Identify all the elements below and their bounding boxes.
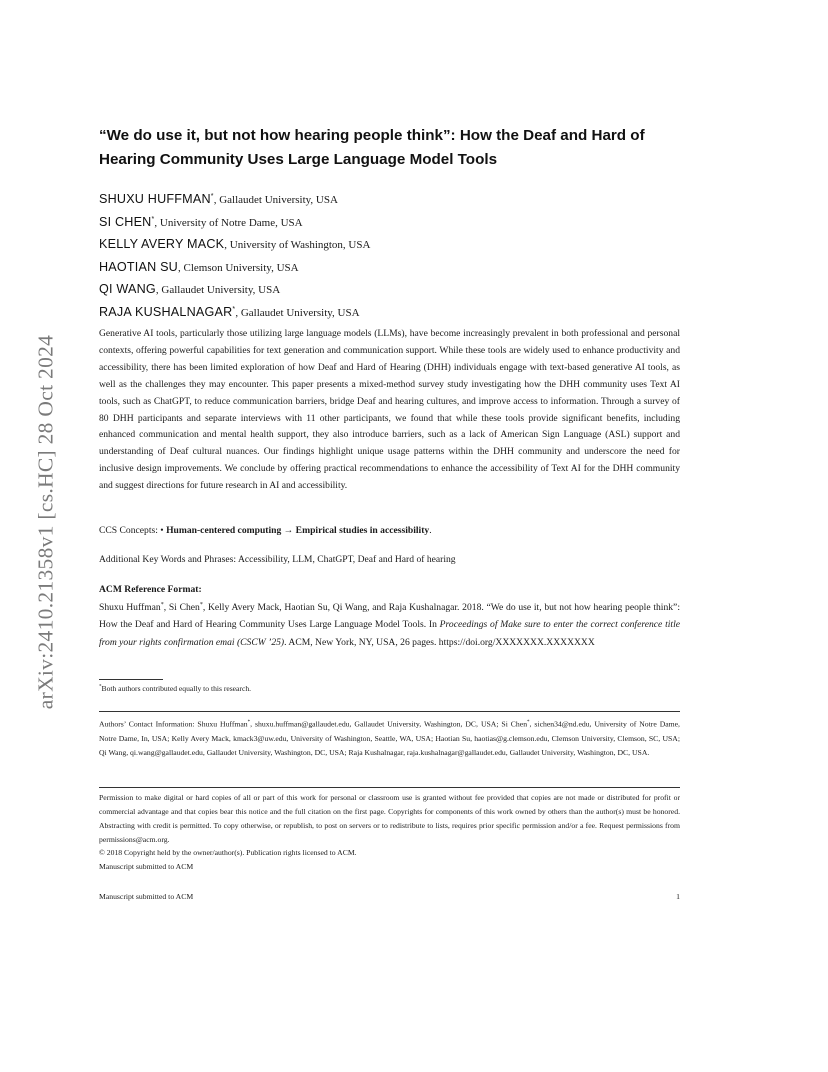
divider <box>99 711 680 712</box>
author-entry <box>99 254 680 277</box>
ccs-concepts: CCS Concepts: • Human-centered computing → Empirical studies in accessibility. <box>99 525 432 536</box>
author-affiliation: , Gallaudet University, USA <box>213 194 338 206</box>
author-name: QI WANG <box>99 282 156 296</box>
author-list <box>99 186 680 321</box>
author-entry <box>99 299 680 322</box>
abstract: Generative AI tools, particularly those utilizing large language models (LLMs), have become increasingly prevalent in both professional and personal contexts, offering powerful capabilities for text generation and communication support. While these tools are widely used to enhance productivity and accessibility, there has been limited exploration of how Deaf and Hard of Hearing (DHH) individuals engage with text-based generative AI tools, as well as the challenges they may encounter. This paper presents a mixed-method survey study investigating how the DHH community uses Text AI tools, such as ChatGPT, to reduce communication barriers, bridge Deaf and hearing cultures, and improve access to information. Through a survey of 80 DHH participants and separate interviews with 11 other participants, we found that while these tools provide significant benefits, including enhanced communication and mental health support, they also introduce barriers, such as a lack of American Sign Language (ASL) support and understanding of Deaf cultural nuances. Our findings highlight unique usage patterns within the DHH community and underscore the need for inclusive design improvements. We conclude by offering practical recommendations to enhance the accessibility of Text AI for the DHH community and suggest directions for future research in AI and accessibility. <box>99 328 680 492</box>
footnote-rule <box>99 679 163 680</box>
author-entry <box>99 209 680 232</box>
author-name: SI CHEN* <box>99 214 155 229</box>
author-entry <box>99 231 680 254</box>
paper-title: “We do use it, but not how hearing people think”: How the Deaf and Hard of Hearing Community Uses Large Language Model Tools <box>99 127 645 168</box>
keywords: Additional Key Words and Phrases: Accessibility, LLM, ChatGPT, Deaf and Hard of hearing <box>99 554 456 565</box>
equal-contribution-footnote: *Both authors contributed equally to this research. <box>99 684 252 693</box>
author-entry <box>99 186 680 209</box>
arxiv-identifier-stamp: arXiv:2410.21358v1 [cs.HC] 28 Oct 2024 <box>33 334 58 710</box>
manuscript-note: Manuscript submitted to ACM <box>99 862 194 871</box>
reference-format-heading: ACM Reference Format: <box>99 584 202 595</box>
page-number: 1 <box>676 892 680 901</box>
author-affiliation: , University of Washington, USA <box>224 239 371 251</box>
author-name: SHUXU HUFFMAN* <box>99 192 214 206</box>
reference-venue: Proceedings of Make sure to enter the correct conference title from your rights confirmation emai (CSCW ’25) <box>99 619 680 648</box>
author-affiliation: , Gallaudet University, USA <box>235 306 360 319</box>
author-affiliation: , Clemson University, USA <box>177 261 299 274</box>
reference-format-citation: Shuxu Huffman*, Si Chen*, Kelly Avery Mack, Haotian Su, Qi Wang, and Raja Kushalnagar. 2018. “We do use it, but not how hearing people think”: How the Deaf and Hard of Hearing Community Uses Large Language Model Tools. In Proceedings of Make sure to enter the correct conference title from your rights confirmation emai (CSCW ’25). ACM, New York, NY, USA, 26 pages. https://doi.org/XXXXXXX.XXXXXXX <box>99 602 680 648</box>
copyright-notice: © 2018 Copyright held by the owner/author(s). Publication rights licensed to ACM. <box>99 848 357 857</box>
running-footer <box>99 892 680 901</box>
author-name: RAJA KUSHALNAGAR* <box>99 304 236 319</box>
author-affiliation: , Gallaudet University, USA <box>155 284 281 296</box>
running-footer-text: Manuscript submitted to ACM <box>99 892 194 901</box>
divider <box>99 787 680 788</box>
author-affiliation: , University of Notre Dame, USA <box>154 216 303 229</box>
author-entry <box>99 276 680 299</box>
author-name: HAOTIAN SU <box>99 259 178 274</box>
author-name: KELLY AVERY MACK <box>99 237 225 251</box>
permission-notice: Permission to make digital or hard copies of all or part of this work for personal or classroom use is granted without fee provided that copies are not made or distributed for profit or commercial advantage and that copies bear this notice and the full citation on the first page. Copyrights for components of this work owned by others than the author(s) must be honored. Abstracting with credit is permitted. To copy otherwise, or republish, to post on servers or to redistribute to lists, requires prior specific permission and/or a fee. Request permissions from permissions@acm.org. <box>99 793 680 845</box>
author-contact-information: Authors’ Contact Information: Shuxu Huffman*, shuxu.huffman@gallaudet.edu, Gallaudet University, Washington, DC, USA; Si Chen*, sichen34@nd.edu, University of Notre Dame, Notre Dame, In, USA; Kelly Avery Mack, kmack3@uw.edu, University of Washington, Seattle, WA, USA; Haotian Su, haotias@g.clemson.edu, Clemson University, Clemson, SC, USA; Qi Wang, qi.wang@gallaudet.edu, Gallaudet University, Washington, DC, USA; Raja Kushalnagar, raja.kushalnagar@gallaudet.edu, Gallaudet University, Washington, DC, USA. <box>99 719 680 757</box>
